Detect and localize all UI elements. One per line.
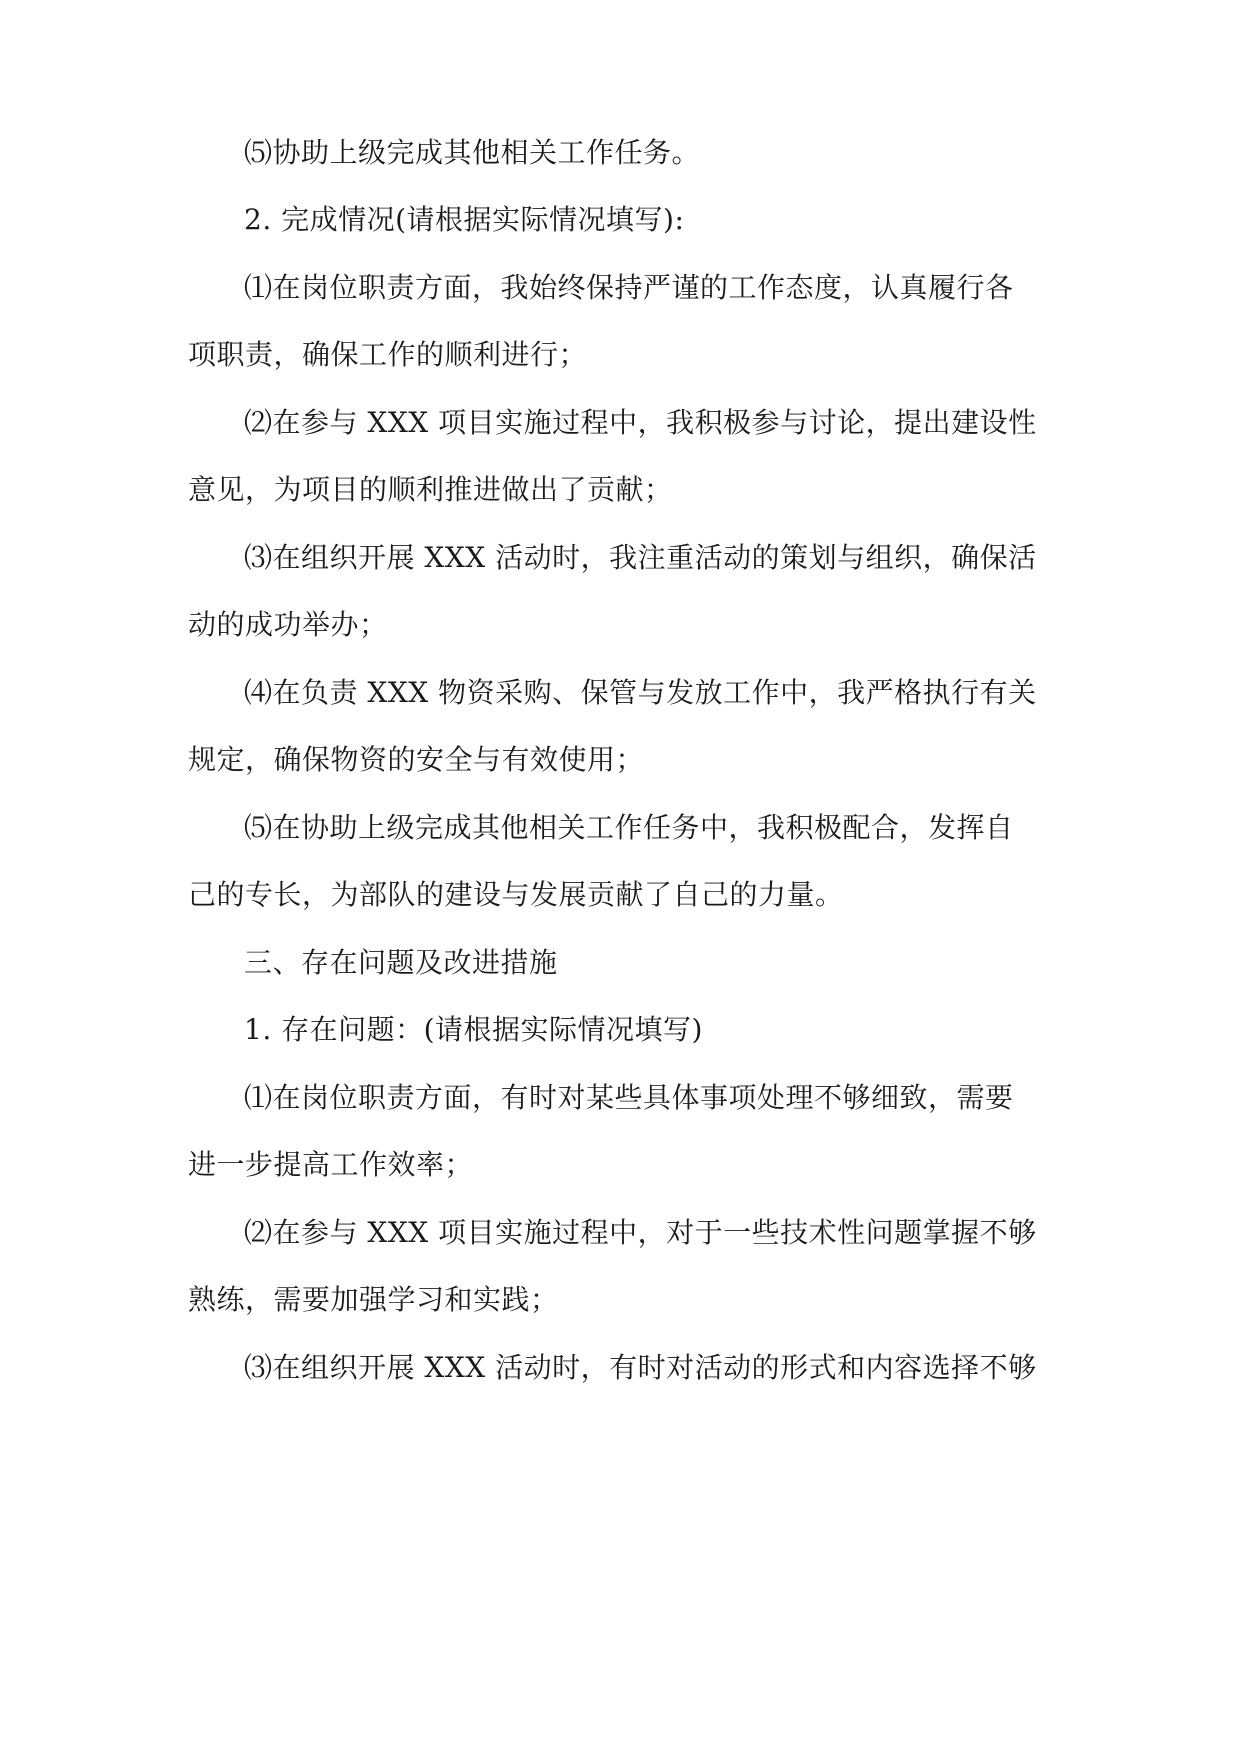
text-line: ⑸在协助上级完成其他相关工作任务中，我积极配合，发挥自 <box>244 811 1014 844</box>
text-line: ⑶在组织开展 XXX 活动时，有时对活动的形式和内容选择不够 <box>244 1351 1037 1384</box>
text-line: ⑶在组织开展 XXX 活动时，我注重活动的策划与组织，确保活 <box>244 541 1037 574</box>
text-line: ⑴在岗位职责方面，有时对某些具体事项处理不够细致，需要 <box>244 1081 1014 1114</box>
text-line: 动的成功举办； <box>188 608 388 641</box>
text-line: 熟练，需要加强学习和实践； <box>188 1283 559 1316</box>
text-line: 己的专长，为部队的建设与发展贡献了自己的力量。 <box>188 878 844 911</box>
section-heading: 三、存在问题及改进措施 <box>244 946 558 979</box>
text-line: 项职责，确保工作的顺利进行； <box>188 338 588 371</box>
text-line: ⑷在负责 XXX 物资采购、保管与发放工作中，我严格执行有关 <box>244 676 1037 709</box>
text-line: 2. 完成情况(请根据实际情况填写): <box>244 203 685 236</box>
text-line: 意见，为项目的顺利推进做出了贡献； <box>188 473 673 506</box>
text-line: ⑸协助上级完成其他相关工作任务。 <box>244 136 701 169</box>
text-line: ⑵在参与 XXX 项目实施过程中，对于一些技术性问题掌握不够 <box>244 1216 1037 1249</box>
text-line: ⑴在岗位职责方面，我始终保持严谨的工作态度，认真履行各 <box>244 271 1014 304</box>
text-line: 1. 存在问题：(请根据实际情况填写) <box>244 1013 703 1046</box>
text-line: 进一步提高工作效率； <box>188 1148 474 1181</box>
text-line: ⑵在参与 XXX 项目实施过程中，我积极参与讨论，提出建设性 <box>244 406 1037 439</box>
text-line: 规定，确保物资的安全与有效使用； <box>188 743 645 776</box>
